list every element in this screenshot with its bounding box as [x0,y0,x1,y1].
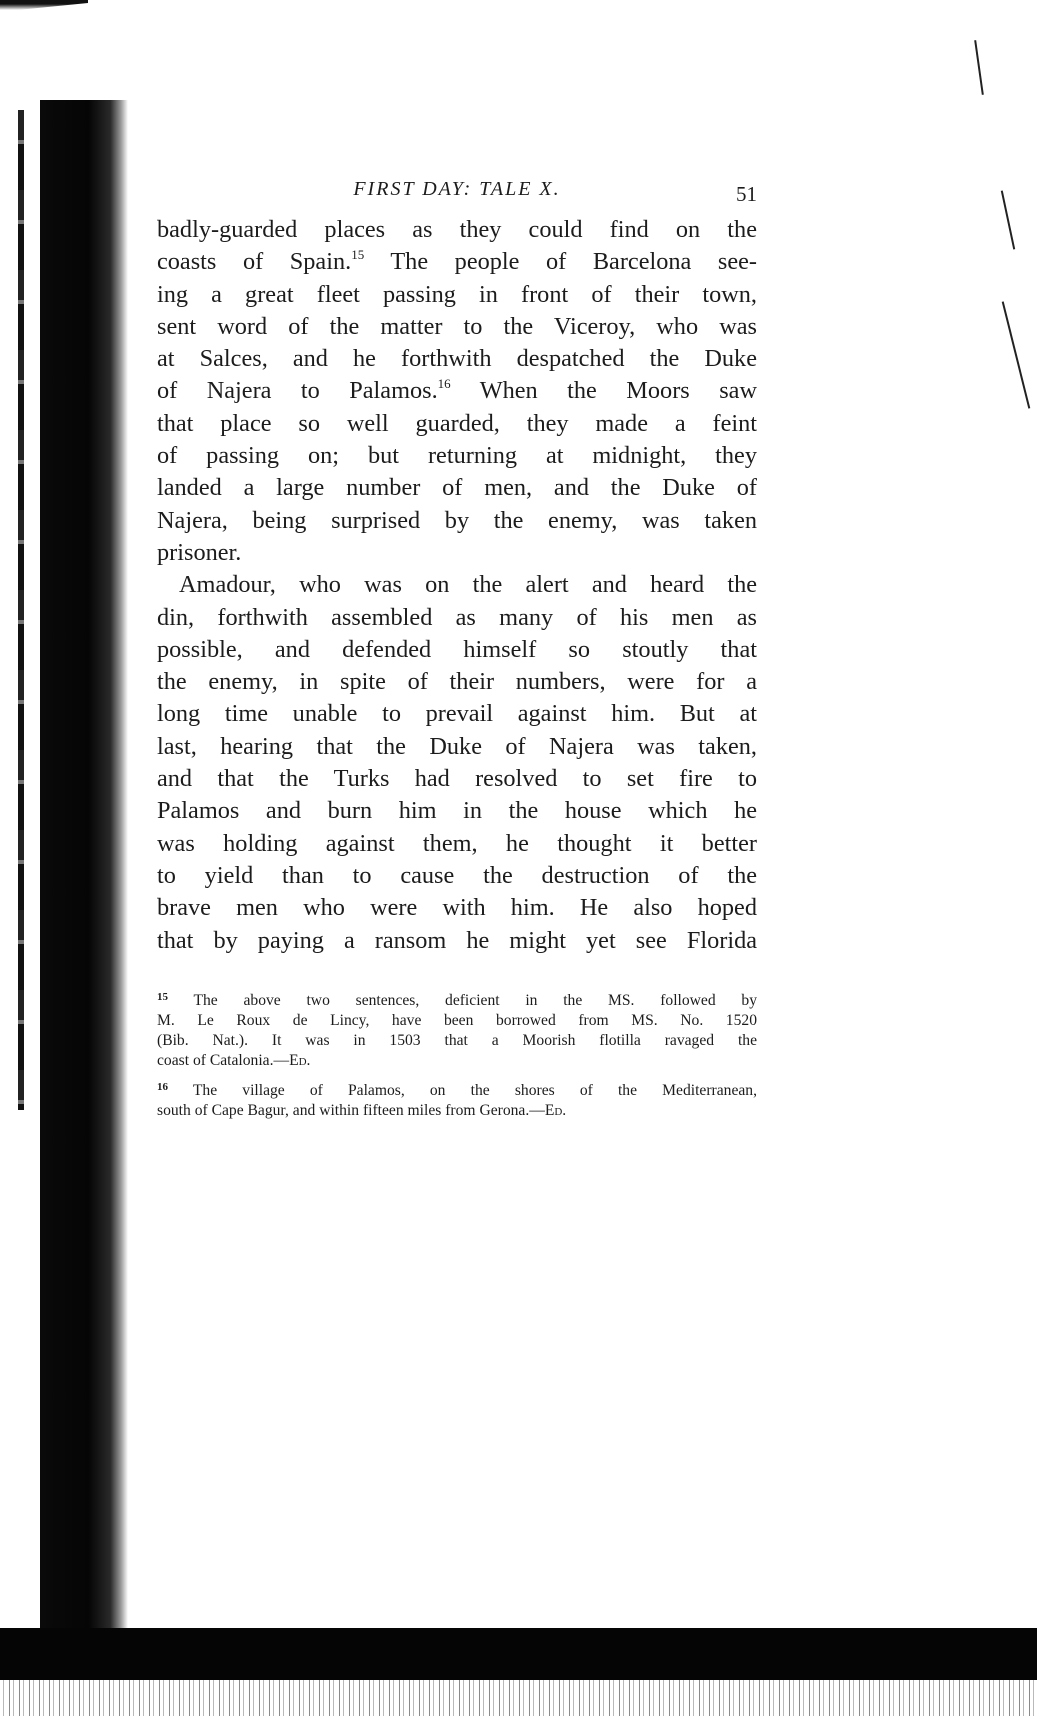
book-page [157,170,757,1121]
text-line: sent word of the matter to the Viceroy, who was [157,312,757,340]
text-line: to yield than to cause the destruction of the [157,861,757,889]
footnote-line: coast of Catalonia.—Ed. [157,1051,311,1069]
running-head [157,170,757,214]
text-line: was holding against them, he thought it better [157,829,757,857]
scan-bottom-noise [0,1680,1037,1716]
text-line: prisoner. [157,538,242,566]
footnote [157,1077,757,1121]
scan-binding-edge [18,110,24,1110]
text-line: at Salces, and he forthwith despatched the Duke [157,345,757,373]
scan-binding-shadow [40,100,128,1680]
footnote [157,987,757,1071]
page-number: 51 [736,182,757,206]
running-title: FIRST DAY: TALE X. [353,178,561,200]
text-line: Najera, being surprised by the enemy, was taken [157,506,757,534]
paragraph [157,214,757,569]
text-line: badly-guarded places as they could find on the [157,216,757,243]
text-line: din, forthwith assembled as many of his men as [157,603,757,631]
footnote-line: (Bib. Nat.). It was in 1503 that a Moorish flotilla ravaged the [157,1031,757,1049]
text-line: brave men who were with him. He also hoped [157,894,757,922]
text-line: coasts of Spain.$^{15}$ The people of Barcelona see- [157,247,757,276]
paragraph [157,569,757,957]
scan-right-mark [974,40,984,95]
text-line: Palamos and burn him in the house which he [157,797,757,825]
scan-right-mark [1002,301,1031,408]
text-line: ing a great fleet passing in front of their town, [157,280,757,308]
text-line: last, hearing that the Duke of Najera was taken, [157,732,757,760]
scan-bottom-shadow [0,1628,1037,1680]
text-line: that by paying a ransom he might yet see Florida [157,926,757,954]
text-line: of passing on; but returning at midnight, they [157,442,757,470]
footnote-ref: 15 [351,247,365,263]
text-line: that place so well guarded, they made a feint [157,409,757,437]
body-text [157,214,757,957]
footnote-line: south of Cape Bagur, and within fifteen miles from Gerona.—Ed. [157,1101,567,1119]
text-line: the enemy, in spite of their numbers, were for a [157,668,757,696]
editor-mark: Ed. [289,1051,311,1069]
text-line: long time unable to prevail against him. But at [157,700,757,728]
footnote-marker: 15 [157,990,168,1003]
text-line: landed a large number of men, and the Duke of [157,474,757,502]
footnote-marker: 16 [157,1080,168,1093]
text-line: possible, and defended himself so stoutly that [157,635,757,663]
footnote-line: $^{16}$ The village of Palamos, on the shores of the Mediterranean, [157,1080,757,1099]
editor-mark: Ed. [544,1101,567,1119]
footnotes [157,987,757,1121]
footnote-line: $^{15}$ The above two sentences, deficient in the MS. followed by [157,990,757,1009]
scan-corner-mark [0,0,88,10]
text-line: and that the Turks had resolved to set fire to [157,765,757,793]
text-line: Amadour, who was on the alert and heard the [179,571,757,599]
footnote-line: M. Le Roux de Lincy, have been borrowed from MS. No. 1520 [157,1011,757,1029]
footnote-ref: 16 [437,376,451,392]
text-line: of Najera to Palamos.$^{16}$ When the Moors saw [157,376,757,405]
scan-right-mark [1001,190,1015,249]
